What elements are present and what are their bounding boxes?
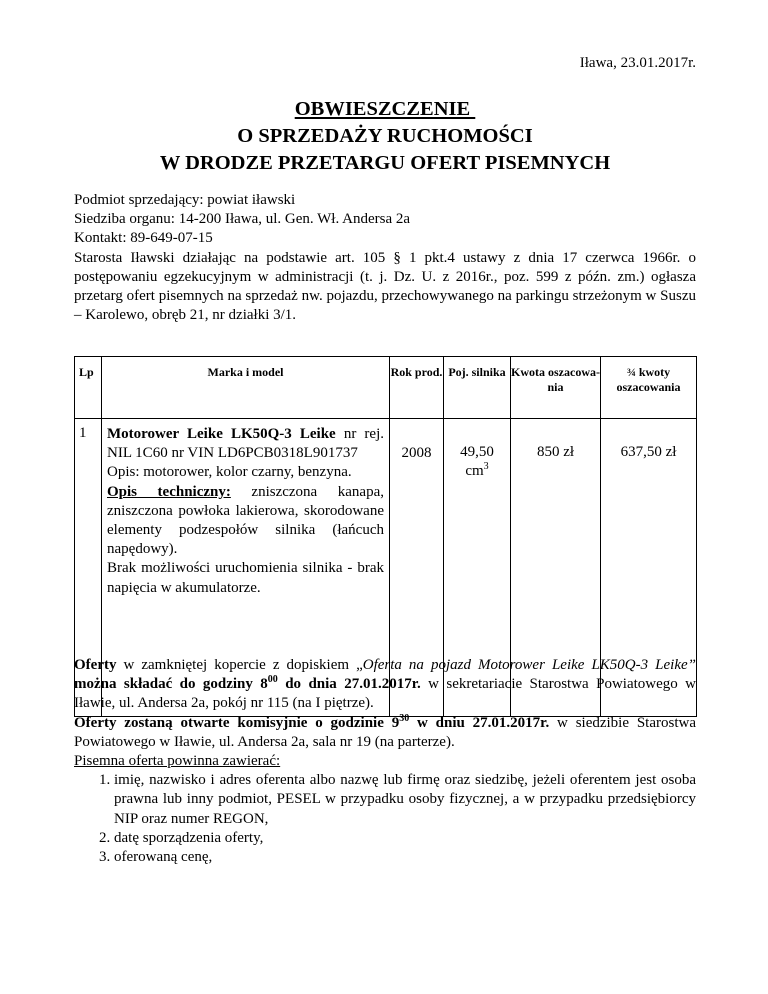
list-item: 1. imię, nazwisko i adres oferenta albo nazwę lub firmę oraz siedzibę, jeżeli oferentem jest osoba prawna lub inny podmiot, PESEL w przypadku osoby fizycznej, a w przypadku przedsiębiorcy NIP oraz numer REGON, bbox=[114, 771, 696, 829]
header-amount: Kwota oszacowa-nia bbox=[511, 357, 601, 419]
offers-deadline-date: do dnia 27.01.2017r. bbox=[277, 676, 421, 693]
opening-sup: 30 bbox=[399, 712, 410, 724]
list-heading: Pisemna oferta powinna zawierać: bbox=[74, 753, 281, 770]
opening-date: w dniu 27.01.2017r. bbox=[409, 714, 550, 731]
cell-three-quarters: 637,50 zł bbox=[601, 419, 697, 717]
seat-line: Siedziba organu: 14-200 Iława, ul. Gen. Wł. Andersa 2a bbox=[74, 211, 411, 228]
engine-value: 49,50 bbox=[460, 444, 494, 460]
intro-paragraph: Starosta Iławski działając na podstawie art. 105 § 1 pkt.4 ustawy z dnia 17 czerwca 1966r. o postępowaniu egzekucyjnym w administracji (t. j. Dz. U. z 2016r., poz. 599 z późn. zm.) ogłasza przetarg ofert pisemnych na sprzedaż nw. pojazdu, przechowywanego na parkingu strzeżonym w Suszu – Karolewo, obręb 21, nr działki 3/1. bbox=[74, 249, 696, 324]
model-registration: nr rej. NIL 1C60 nr VIN LD6PCB0318L901737 bbox=[107, 426, 384, 462]
offers-deadline-sup: 00 bbox=[267, 674, 278, 686]
technical-text: zniszczona kanapa, zniszczona powłoka lakierowa, skorodowane elementy podzespołów silnika (łańcuch napędowy). bbox=[107, 483, 384, 558]
engine-unit-sup: 3 bbox=[483, 461, 489, 473]
header-engine: Poj. silnika bbox=[444, 357, 511, 419]
seller-line: Podmiot sprzedający: powiat iławski bbox=[74, 192, 296, 208]
offers-deadline-hour: można składać do godziny 8 bbox=[74, 676, 268, 693]
technical-label: Opis techniczny: bbox=[107, 483, 231, 500]
intro-section bbox=[74, 191, 696, 325]
model-description: Opis: motorower, kolor czarny, benzyna. bbox=[107, 464, 352, 481]
list-item: 2. datę sporządzenia oferty, bbox=[114, 829, 696, 848]
header-three-quarters: ¾ kwoty oszacowania bbox=[601, 357, 697, 419]
model-name: Motorower Leike LK50Q-3 Leike bbox=[107, 426, 336, 442]
title-line-1: OBWIESZCZENIE bbox=[294, 98, 476, 120]
list-item: 3. oferowaną cenę, bbox=[114, 848, 696, 867]
header-model: Marka i model bbox=[102, 357, 390, 419]
model-technical bbox=[107, 483, 384, 560]
body-section bbox=[74, 656, 696, 867]
opening-text: w siedzibie Starostwa Powiatowego w Iławie, ul. Andersa 2a, sala nr 19 (na parterze). bbox=[74, 714, 696, 750]
title-line-3: W DRODZE PRZETARGU OFERT PISEMNYCH bbox=[159, 152, 611, 174]
document-title bbox=[74, 96, 696, 177]
title-line-2: O SPRZEDAŻY RUCHOMOŚCI bbox=[237, 125, 533, 147]
offers-italic: Oferta na pojazd Motorower Leike LK50Q-3 Leike” bbox=[362, 657, 696, 673]
engine-unit: cm bbox=[465, 463, 484, 480]
cell-amount: 850 zł bbox=[511, 419, 601, 717]
offers-text-2: w sekretariacie Starostwa Powiatowego w Iławie, ul. Andersa 2a, pokój nr 115 (na I piętrze). bbox=[74, 676, 696, 712]
offers-paragraph bbox=[74, 656, 696, 714]
header-year: Rok prod. bbox=[390, 357, 444, 419]
document-date: Iława, 23.01.2017r. bbox=[579, 55, 696, 71]
opening-paragraph bbox=[74, 714, 696, 752]
opening-label: Oferty zostaną otwarte komisyjnie o godzinie 9 bbox=[74, 714, 400, 731]
contact-line: Kontakt: 89-649-07-15 bbox=[74, 230, 213, 247]
header-lp: Lp bbox=[75, 357, 102, 419]
table-header-row bbox=[75, 357, 697, 419]
cell-lp: 1 bbox=[75, 419, 102, 717]
year-value: 2008 bbox=[401, 445, 432, 461]
offers-label: Oferty bbox=[74, 657, 117, 673]
offers-text-1: w zamkniętej kopercie z dopiskiem „ bbox=[116, 657, 363, 673]
requirements-list bbox=[74, 771, 696, 867]
model-no-start: Brak możliwości uruchomienia silnika - brak napięcia w akumulatorze. bbox=[107, 560, 384, 596]
